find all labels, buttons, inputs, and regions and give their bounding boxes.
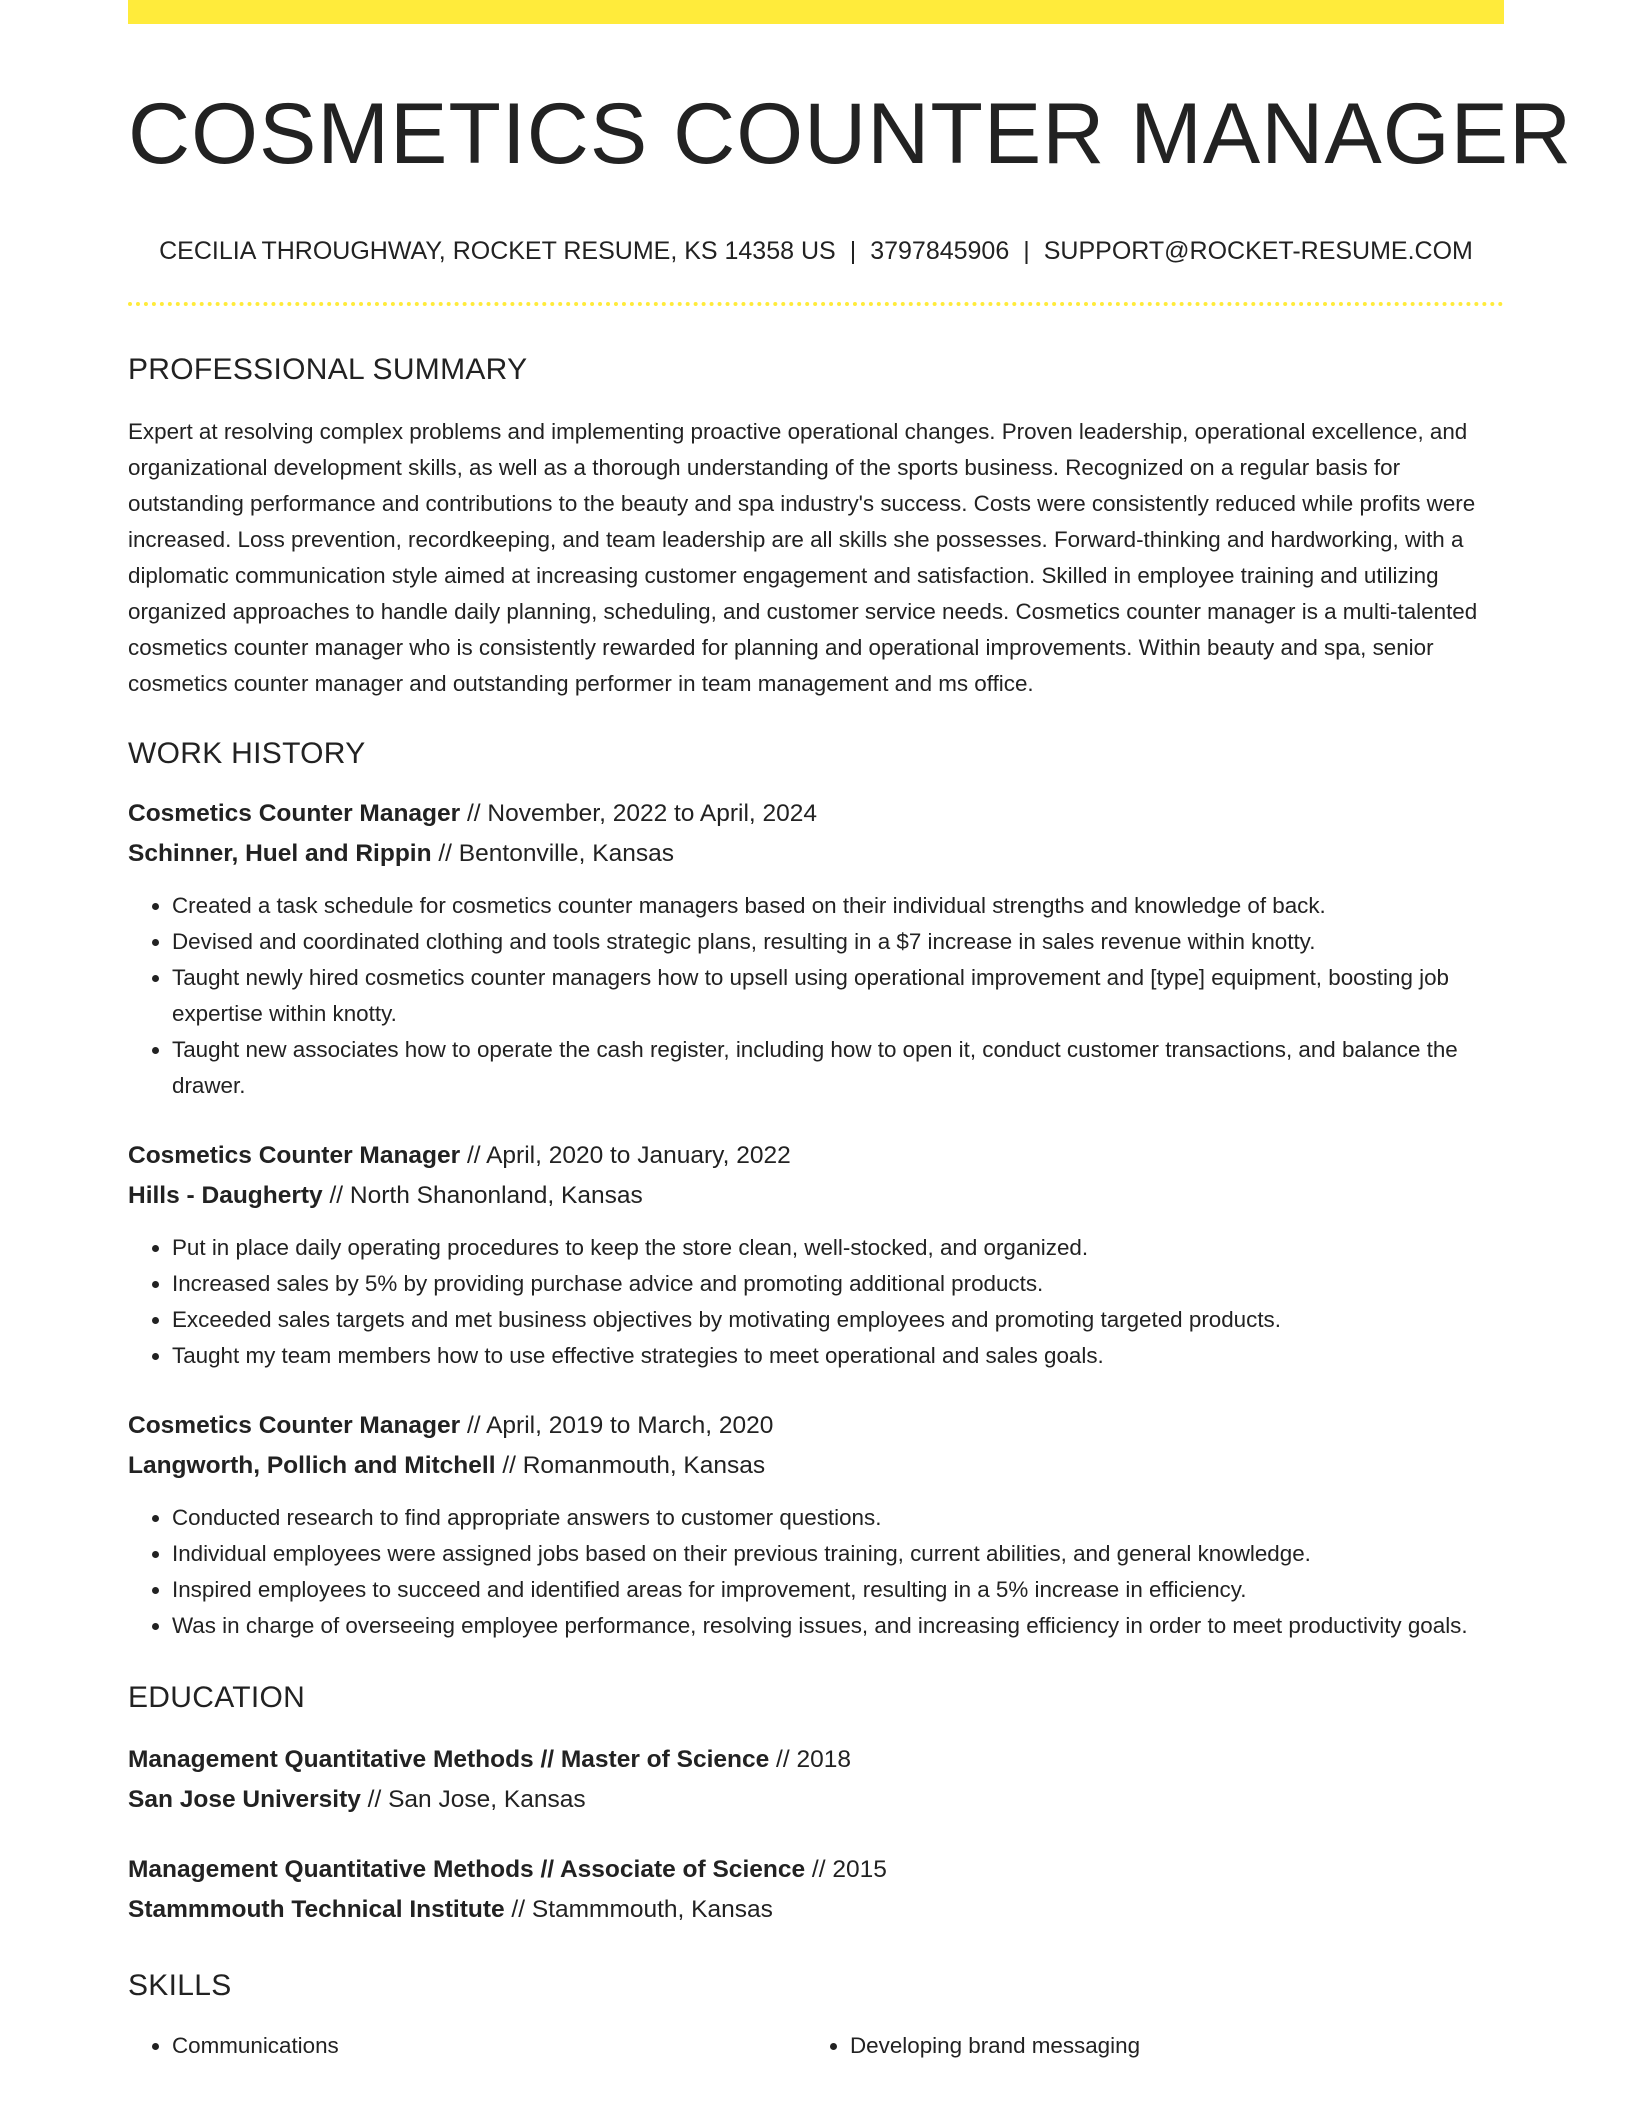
list-item: • Exceeded sales targets and met business objectives by motivating employees and promoting targeted products. [172,1302,1504,1338]
job-company-line [128,1446,1504,1486]
skill-item: • Developing brand messaging [850,2028,1484,2064]
job-entry [128,1406,1504,1644]
skills-list [128,2028,1504,2064]
summary-text: Expert at resolving complex problems and implementing proactive operational changes. Proven leadership, operational excellence, and organizational development skills, as well as a thorough understanding of the sports business. Recognized on a regular basis for outstanding performance and contributions to the beauty and spa industry's success. Costs were consistently reduced while profits were increased. Loss prevention, recordkeeping, and team leadership are all skills she possesses. Forward-thinking and hardworking, with a diplomatic communication style aimed at increasing customer engagement and satisfaction. Skilled in employee training and utilizing organized approaches to handle daily planning, scheduling, and customer service needs. Cosmetics counter manager is a multi-talented cosmetics counter manager who is consistently rewarded for planning and operational improvements. Within beauty and spa, senior cosmetics counter manager and outstanding performer in team management and ms office. [128,419,1478,696]
job-entry [128,794,1504,1104]
education-entry [128,1740,1504,1820]
job-company-line [128,834,1504,874]
contact-separator: | [849,237,857,265]
contact-phone: 3797845906 [870,237,1010,265]
skills-column-right [806,2028,1484,2064]
summary-heading: PROFESSIONAL SUMMARY [128,353,528,386]
job-header [128,794,1504,834]
job-location: // Bentonville, Kansas [431,840,674,867]
job-header [128,1406,1504,1446]
list-item: • Inspired employees to succeed and identified areas for improvement, resulting in a 5% increase in efficiency. [172,1572,1504,1608]
work-history-heading: WORK HISTORY [128,737,366,770]
contact-address: CECILIA THROUGHWAY, ROCKET RESUME, KS 14358 US [159,237,836,265]
education-degree-line [128,1850,1504,1890]
job-dates: // November, 2022 to April, 2024 [460,800,818,827]
job-header [128,1136,1504,1176]
job-title: Cosmetics Counter Manager [128,800,461,827]
list-item: • Put in place daily operating procedures to keep the store clean, well-stocked, and organized. [172,1230,1504,1266]
contact-separator: | [1023,237,1030,265]
education-degree: Management Quantitative Methods // Master of Science [128,1746,770,1773]
education-entry [128,1850,1504,1930]
list-item: • Created a task schedule for cosmetics counter managers based on their individual strengths and knowledge of back. [172,888,1504,924]
job-company: Schinner, Huel and Rippin [128,840,432,867]
education-school-line [128,1780,1504,1820]
list-item: • Conducted research to find appropriate answers to customer questions. [172,1500,1504,1536]
education-school-line [128,1890,1504,1930]
contact-email: SUPPORT@ROCKET-RESUME.COM [1043,237,1473,265]
job-title: Cosmetics Counter Manager [128,1142,461,1169]
job-bullets [128,888,1504,1104]
education-school: Stammmouth Technical Institute [128,1896,505,1923]
list-item: • Taught newly hired cosmetics counter managers how to upsell using operational improvement and [type] equipment, boosting job expertise within knotty. [172,960,1504,1032]
job-company: Langworth, Pollich and Mitchell [128,1452,496,1479]
education-degree-line [128,1740,1504,1780]
job-title: Cosmetics Counter Manager [128,1412,461,1439]
education-school: San Jose University [128,1786,361,1813]
dotted-divider [128,302,1504,306]
job-bullets [128,1500,1504,1644]
list-item: • Increased sales by 5% by providing purchase advice and promoting additional products. [172,1266,1504,1302]
resume-page [128,0,1573,2064]
job-dates: // April, 2020 to January, 2022 [460,1142,791,1169]
list-item: • Individual employees were assigned jobs based on their previous training, current abilities, and general knowledge. [172,1536,1504,1572]
list-item: • Taught my team members how to use effective strategies to meet operational and sales goals. [172,1338,1504,1374]
job-company-line [128,1176,1504,1216]
list-item: • Taught new associates how to operate the cash register, including how to open it, conduct customer transactions, and balance the drawer. [172,1032,1504,1104]
job-dates: // April, 2019 to March, 2020 [460,1412,774,1439]
list-item: • Was in charge of overseeing employee performance, resolving issues, and increasing efficiency in order to meet productivity goals. [172,1608,1504,1644]
resume-title: COSMETICS COUNTER MANAGER [128,86,1573,182]
job-entry [128,1136,1504,1374]
skill-item: • Communications [172,2028,806,2064]
education-degree: Management Quantitative Methods // Associate of Science [128,1856,806,1883]
list-item: • Devised and coordinated clothing and tools strategic plans, resulting in a $7 increase in sales revenue within knotty. [172,924,1504,960]
job-location: // Romanmouth, Kansas [495,1452,766,1479]
education-location: // San Jose, Kansas [360,1786,586,1813]
job-bullets [128,1230,1504,1374]
contact-line [128,234,1504,268]
skills-column-left [128,2028,806,2064]
job-company: Hills - Daugherty [128,1182,323,1209]
education-location: // Stammmouth, Kansas [504,1896,773,1923]
education-year: // 2018 [769,1746,851,1773]
skills-heading: SKILLS [128,1969,232,2002]
accent-top-bar [128,0,1504,24]
education-heading: EDUCATION [128,1681,306,1714]
job-location: // North Shanonland, Kansas [322,1182,643,1209]
education-year: // 2015 [805,1856,887,1883]
